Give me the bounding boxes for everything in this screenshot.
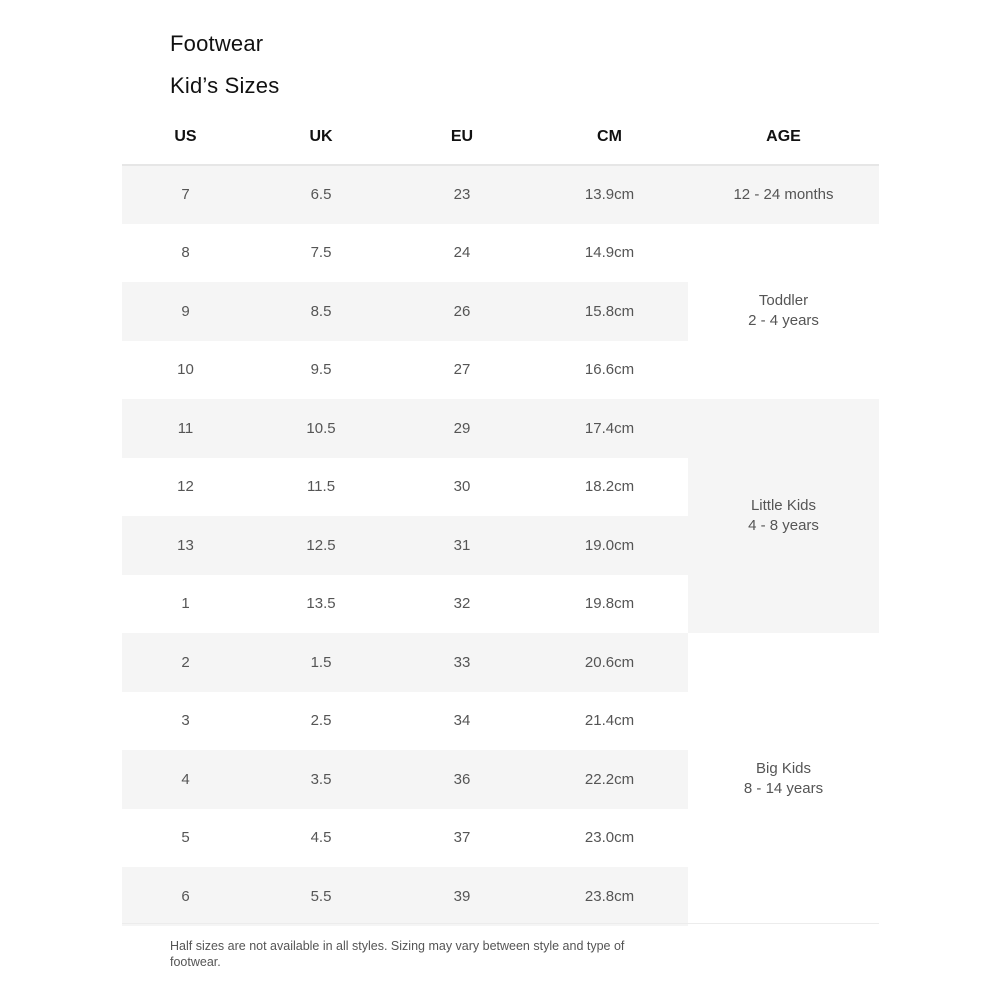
age-group-range: 2 - 4 years [748, 312, 819, 330]
age-group-range: 8 - 14 years [743, 780, 824, 798]
column-header-age: AGE [688, 110, 879, 165]
uk-size-cell: 5.5 [249, 867, 393, 926]
page-title: Footwear [170, 31, 264, 56]
age-group-label: 12 - 24 months [733, 185, 834, 203]
cm-size-cell: 14.9cm [584, 244, 635, 262]
age-group-label: Little Kids [750, 497, 817, 514]
size-chart-table [122, 110, 879, 926]
cm-size-cell: 23.0cm [584, 829, 635, 847]
eu-size-cell: 24 [453, 244, 471, 262]
eu-size-cell: 32 [453, 595, 471, 613]
table-row [122, 165, 879, 224]
eu-size-cell: 23 [393, 165, 531, 224]
eu-size-cell: 33 [393, 633, 531, 692]
age-group-label: Toddler [758, 292, 809, 310]
cm-size-cell: 20.6cm [531, 633, 688, 692]
eu-size-cell: 29 [393, 399, 531, 458]
uk-size-cell: 6.5 [249, 165, 393, 224]
cm-size-cell: 23.8cm [531, 867, 688, 926]
uk-size-cell: 1.5 [249, 633, 393, 692]
us-size-cell: 10 [177, 361, 194, 379]
us-size-cell: 8 [181, 244, 190, 262]
column-header-cm: CM [531, 110, 688, 165]
eu-size-cell: 34 [453, 712, 471, 730]
table-row [122, 399, 879, 458]
us-size-cell: 13 [122, 516, 249, 575]
age-group-big-kids [688, 633, 879, 926]
uk-size-cell: 7.5 [310, 244, 332, 262]
cm-size-cell: 17.4cm [531, 399, 688, 458]
table-row [122, 633, 879, 692]
age-group-label: Big Kids [755, 760, 812, 778]
us-size-cell: 9 [122, 282, 249, 341]
cm-size-cell: 13.9cm [531, 165, 688, 224]
uk-size-cell: 12.5 [249, 516, 393, 575]
us-size-cell: 3 [181, 712, 190, 730]
eu-size-cell: 36 [393, 750, 531, 809]
column-header-uk: UK [249, 110, 393, 165]
eu-size-cell: 26 [393, 282, 531, 341]
table-header-row [122, 110, 879, 165]
sizing-footnote: Half sizes are not available in all styles. Sizing may vary between style and type of footwear. [170, 939, 625, 969]
uk-size-cell: 4.5 [310, 829, 332, 847]
cm-size-cell: 21.4cm [584, 712, 635, 730]
table-row [122, 224, 879, 283]
us-size-cell: 4 [122, 750, 249, 809]
table-bottom-divider [122, 923, 879, 924]
us-size-cell: 6 [122, 867, 249, 926]
uk-size-cell: 11.5 [306, 478, 336, 496]
cm-size-cell: 16.6cm [584, 361, 635, 379]
page-subtitle: Kid’s Sizes [170, 73, 280, 98]
cm-size-cell: 22.2cm [531, 750, 688, 809]
eu-size-cell: 39 [393, 867, 531, 926]
uk-size-cell: 10.5 [249, 399, 393, 458]
us-size-cell: 7 [122, 165, 249, 224]
us-size-cell: 11 [122, 399, 249, 458]
age-group-range: 4 - 8 years [748, 517, 819, 534]
uk-size-cell: 2.5 [310, 712, 332, 730]
column-header-us: US [122, 110, 249, 165]
uk-size-cell: 3.5 [249, 750, 393, 809]
uk-size-cell: 9.5 [310, 361, 332, 379]
eu-size-cell: 30 [453, 478, 471, 496]
cm-size-cell: 19.8cm [584, 595, 635, 613]
cm-size-cell: 18.2cm [584, 478, 635, 496]
age-group-toddler [688, 224, 879, 400]
cm-size-cell: 15.8cm [531, 282, 688, 341]
us-size-cell: 5 [181, 829, 190, 847]
column-header-eu: EU [393, 110, 531, 165]
uk-size-cell: 8.5 [249, 282, 393, 341]
us-size-cell: 2 [122, 633, 249, 692]
eu-size-cell: 31 [393, 516, 531, 575]
eu-size-cell: 27 [453, 361, 471, 379]
age-group-baby [688, 165, 879, 224]
eu-size-cell: 37 [453, 829, 471, 847]
us-size-cell: 1 [181, 595, 190, 613]
us-size-cell: 12 [177, 478, 194, 496]
age-group-little-kids [688, 399, 879, 633]
cm-size-cell: 19.0cm [531, 516, 688, 575]
uk-size-cell: 13.5 [306, 595, 336, 613]
